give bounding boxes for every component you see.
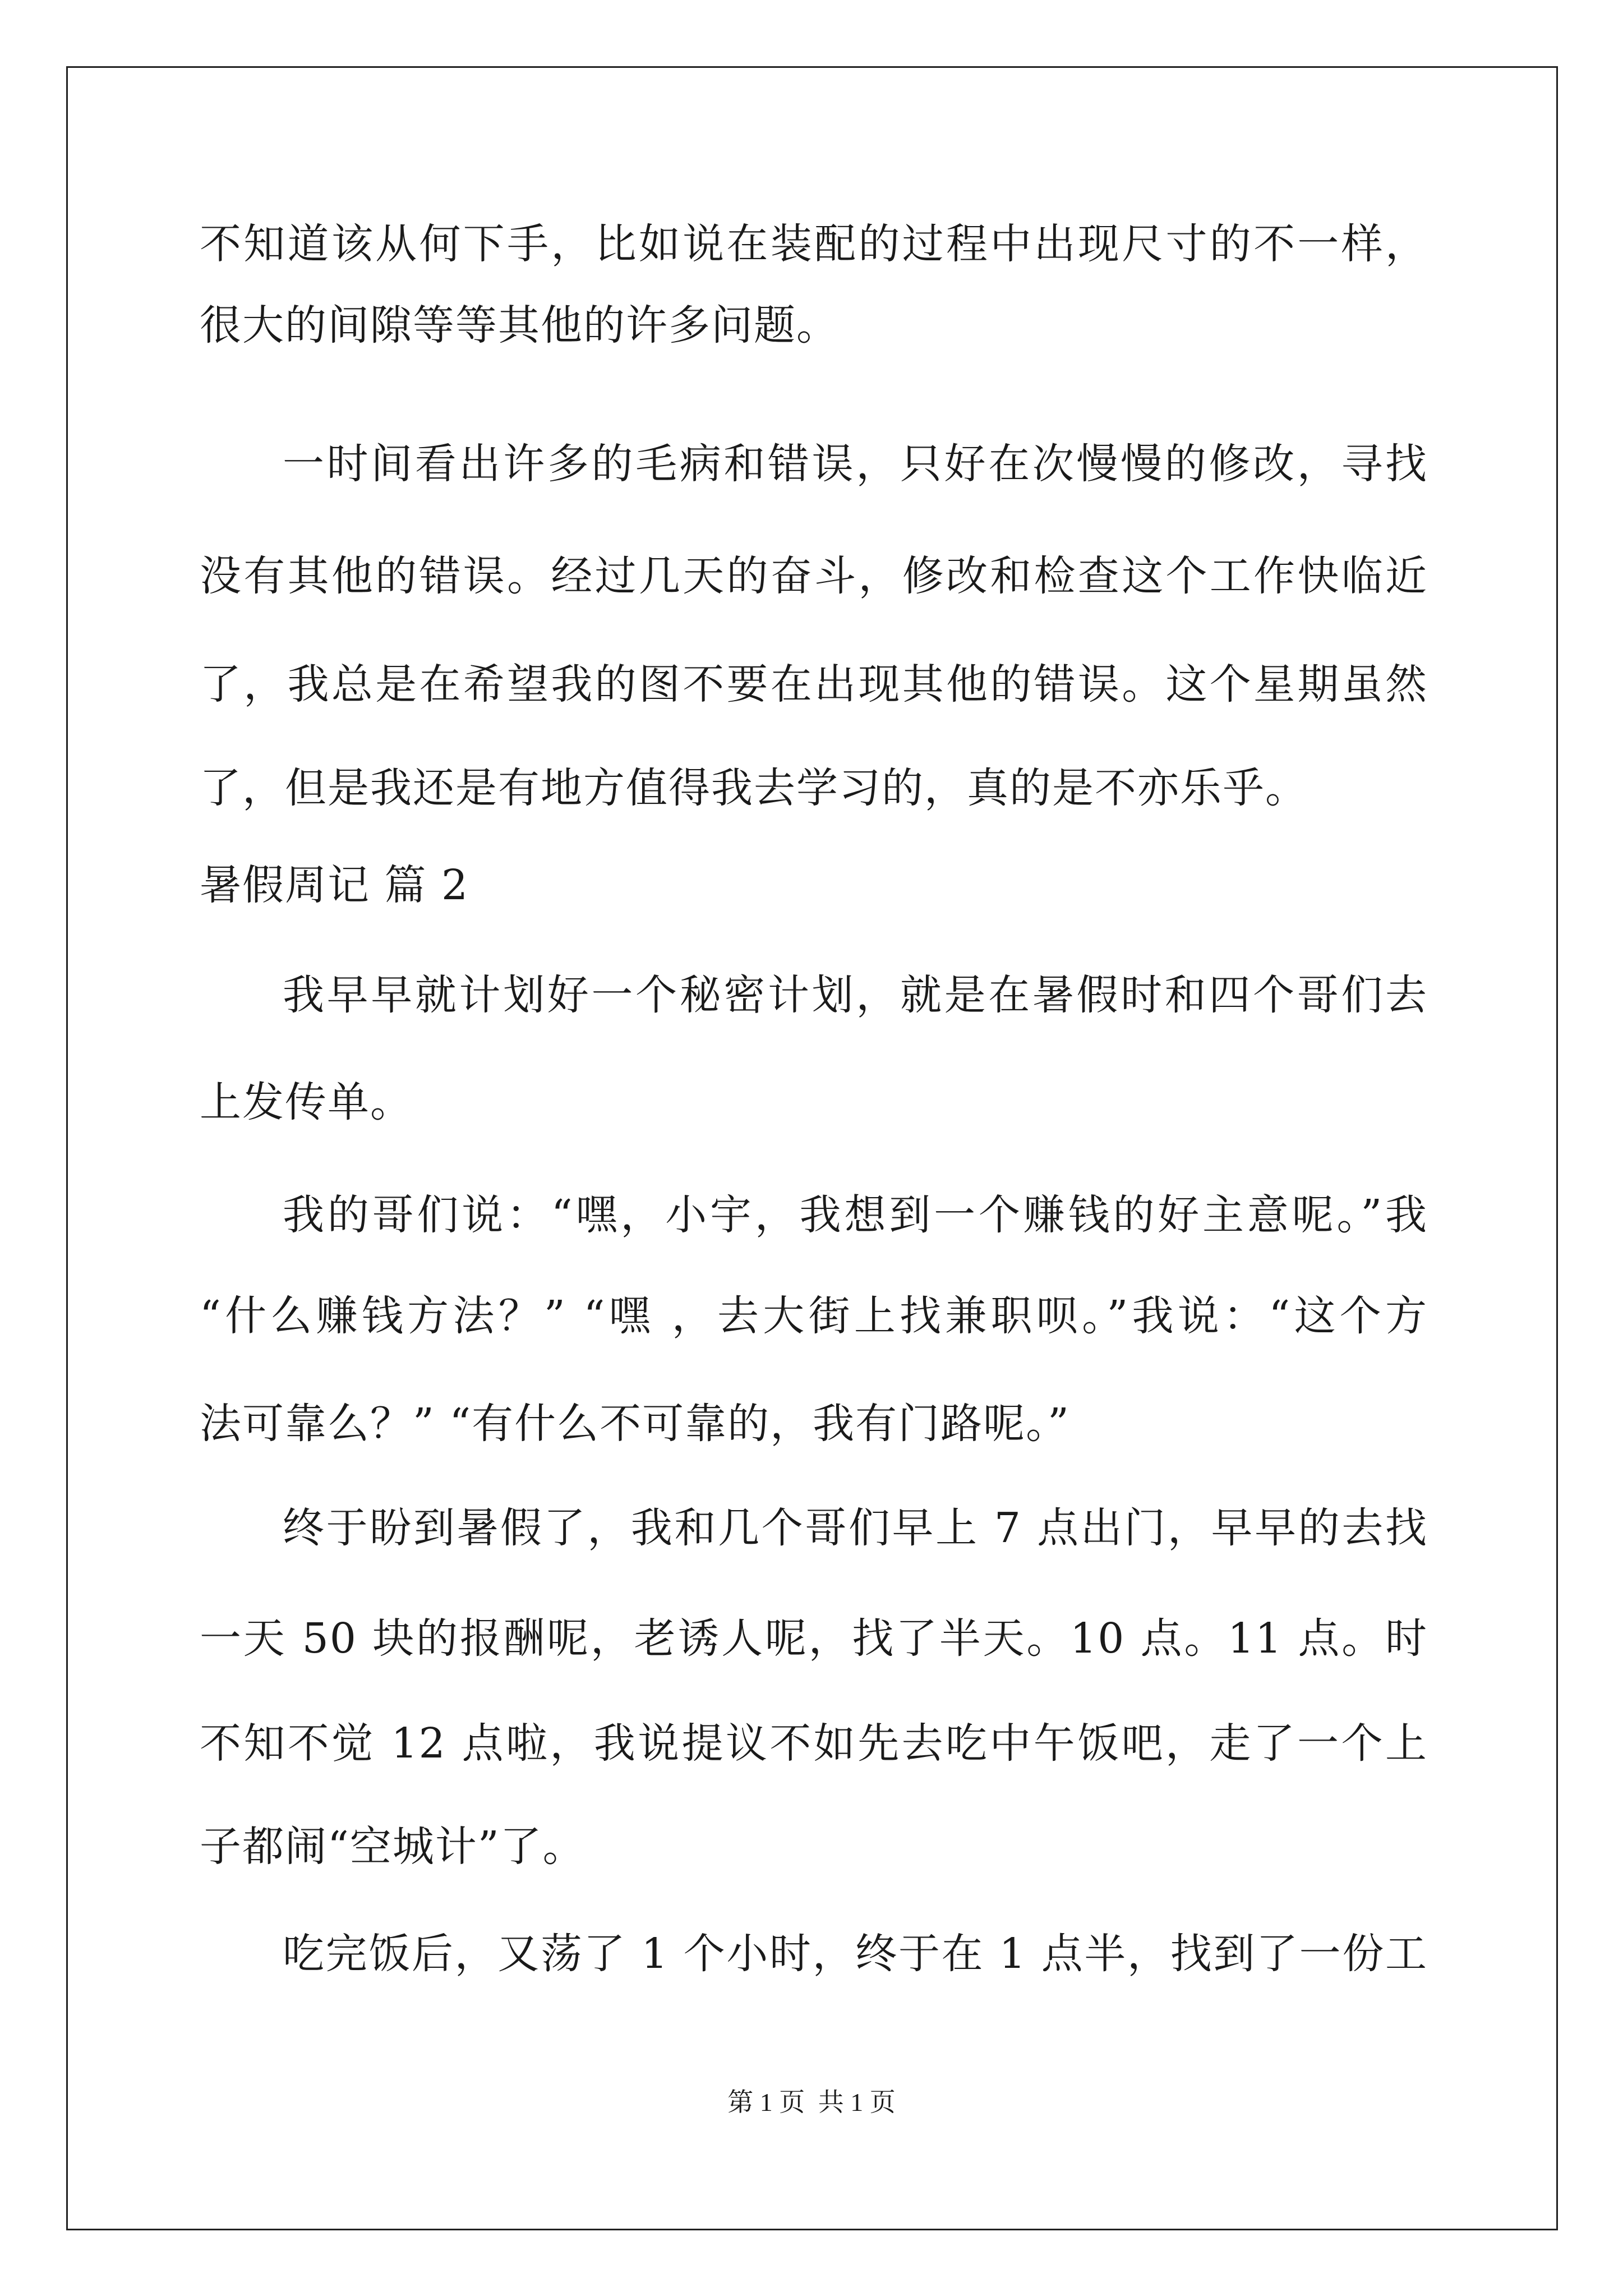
page-total: 共 1 页 bbox=[818, 2088, 896, 2116]
paragraph-line: 没有其他的错误。经过几天的奋斗，修改和检查这个工作快临近 bbox=[200, 552, 1428, 600]
paragraph-line: 子都闹“空城计”了。 bbox=[200, 1823, 585, 1871]
paragraph-line: 吃完饭后，又荡了 1 个小时，终于在 1 点半，找到了一份工 bbox=[283, 1930, 1428, 1978]
paragraph-line: 上发传单。 bbox=[200, 1078, 413, 1126]
paragraph-line: 一天 50 块的报酬呢，老诱人呢，找了半天。10 点。11 点。时 bbox=[200, 1614, 1428, 1663]
paragraph-line: 不知道该从何下手，比如说在装配的过程中出现尺寸的不一样， bbox=[200, 220, 1428, 268]
paragraph-line: 我早早就计划好一个秘密计划，就是在暑假时和四个哥们去 bbox=[283, 971, 1428, 1019]
paragraph-line: 很大的间隙等等其他的许多问题。 bbox=[200, 301, 839, 349]
section-heading: 暑假周记 篇 2 bbox=[200, 861, 469, 909]
paragraph-line: “什么赚钱方法？” “嘿 ，去大街上找兼职呗。”我说：“这个方 bbox=[200, 1292, 1428, 1340]
page-border bbox=[66, 66, 1558, 2230]
page-number: 第 1 页 bbox=[727, 2088, 805, 2116]
paragraph-line: 了，我总是在希望我的图不要在出现其他的错误。这个星期虽然 bbox=[200, 660, 1428, 708]
paragraph-line: 法可靠么？” “有什么不可靠的，我有门路呢。” bbox=[200, 1400, 1071, 1448]
paragraph-line: 我的哥们说：“嘿，小宇，我想到一个赚钱的好主意呢。”我 bbox=[283, 1191, 1428, 1239]
paragraph-line: 终于盼到暑假了，我和几个哥们早上 7 点出门，早早的去找 bbox=[283, 1504, 1428, 1552]
page-footer bbox=[0, 2086, 1623, 2119]
paragraph-line: 了，但是我还是有地方值得我去学习的，真的是不亦乐乎。 bbox=[200, 764, 1308, 812]
paragraph-line: 不知不觉 12 点啦，我说提议不如先去吃中午饭吧，走了一个上 bbox=[200, 1719, 1428, 1768]
paragraph-line: 一时间看出许多的毛病和错误，只好在次慢慢的修改，寻找 bbox=[283, 440, 1428, 488]
